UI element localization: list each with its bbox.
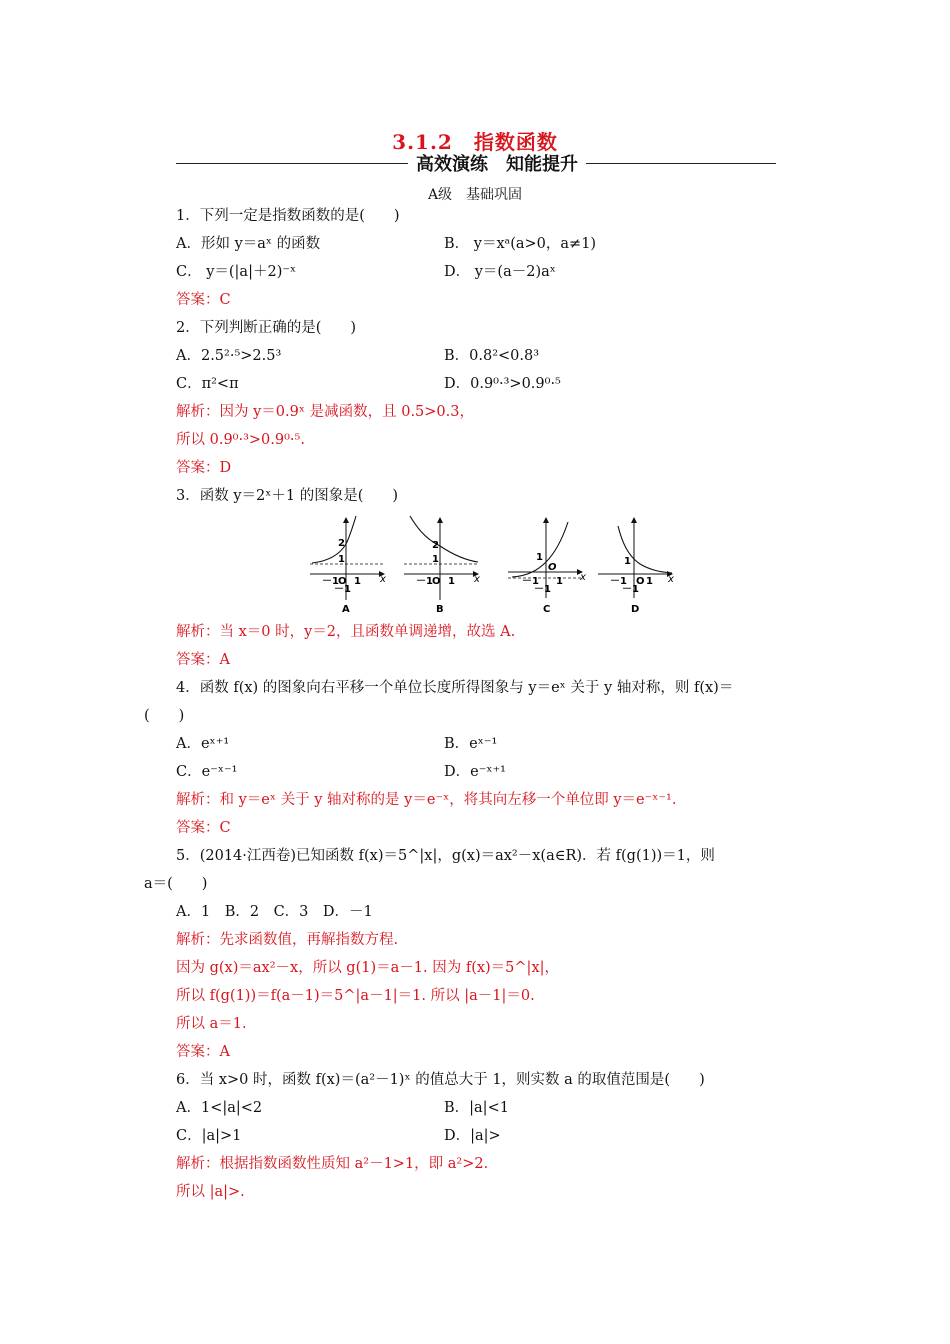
q3-analysis: 解析：当 x＝0 时，y＝2，且函数单调递增，故选 A. — [176, 624, 516, 640]
q6-option-c: C．|a|>1 — [176, 1128, 242, 1144]
q5-analysis-line-2: 因为 g(x)＝ax²－x，所以 g(1)＝a－1. 因为 f(x)＝5^|x|， — [176, 960, 560, 976]
q1-answer: 答案：C — [176, 292, 231, 308]
svg-text:x: x — [668, 574, 674, 585]
q2-answer: 答案：D — [176, 460, 232, 476]
svg-text:x: x — [380, 574, 386, 585]
svg-text:1: 1 — [556, 576, 563, 587]
q5-answer: 答案：A — [176, 1044, 230, 1060]
q4-stem-line-2: ( ) — [144, 708, 185, 724]
svg-text:O: O — [338, 576, 347, 587]
q1-option-c: C． y＝(|a|＋2)⁻ˣ — [176, 264, 297, 280]
q1-option-b: B． y＝xᵃ(a>0，a≠1) — [444, 236, 597, 252]
q5-analysis-line-3: 所以 f(g(1))＝f(a－1)＝5^|a－1|＝1. 所以 |a－1|＝0. — [176, 988, 535, 1004]
right-rule — [586, 163, 776, 164]
subtitle-banner — [176, 150, 776, 176]
q4-analysis: 解析：和 y＝eˣ 关于 y 轴对称的是 y＝e⁻ˣ，将其向左移一个单位即 y＝e⁻ˣ⁻¹. — [176, 792, 677, 808]
page-title: 3.1.2 指数函数 — [392, 130, 558, 154]
svg-text:1: 1 — [646, 576, 653, 587]
q5-analysis-line-1: 解析：先求函数值，再解指数方程. — [176, 932, 399, 948]
q3-stem: 3．函数 y＝2ˣ＋1 的图象是( ) — [176, 488, 399, 504]
q2-analysis-line-1: 解析：因为 y＝0.9ˣ 是减函数，且 0.5>0.3， — [176, 404, 474, 420]
q2-option-a: A．2.5²·⁵>2.5³ — [176, 348, 282, 364]
q3-answer: 答案：A — [176, 652, 230, 668]
graph-a-label: A — [342, 604, 350, 615]
svg-text:O: O — [548, 562, 557, 573]
svg-text:1: 1 — [432, 554, 439, 565]
q6-option-a: A．1<|a|<2 — [176, 1100, 263, 1116]
q4-option-d: D．e⁻ˣ⁺¹ — [444, 764, 506, 780]
q5-analysis-line-4: 所以 a＝1. — [176, 1016, 247, 1032]
q6-option-d: D．|a|> — [444, 1128, 501, 1144]
q6-option-b: B．|a|<1 — [444, 1100, 509, 1116]
graph-c — [508, 518, 586, 615]
svg-text:－1: －1 — [610, 576, 627, 587]
left-rule — [176, 163, 408, 164]
q4-option-c: C．e⁻ˣ⁻¹ — [176, 764, 238, 780]
svg-text:O: O — [432, 576, 441, 587]
q2-option-b: B．0.8²<0.8³ — [444, 348, 540, 364]
level-heading: A级 基础巩固 — [427, 187, 523, 203]
q4-option-b: B．eˣ⁻¹ — [444, 736, 498, 752]
q5-options: A．1 B．2 C．3 D．－1 — [176, 904, 373, 920]
graph-c-label: C — [543, 604, 551, 615]
graph-b-label: B — [436, 604, 444, 615]
q2-option-c: C．π²<π — [176, 376, 239, 392]
svg-text:O: O — [636, 576, 645, 587]
q6-analysis-line-2: 所以 |a|>. — [176, 1184, 245, 1200]
q5-stem-line-1: 5．(2014·江西卷)已知函数 f(x)＝5^|x|，g(x)＝ax²－x(a∈R)．若 f(g(1))＝1，则 — [176, 848, 715, 864]
q1-option-d: D． y＝(a－2)aˣ — [444, 264, 556, 280]
svg-text:2: 2 — [338, 538, 345, 549]
q5-stem-line-2: a＝( ) — [144, 876, 208, 892]
svg-text:x: x — [474, 574, 480, 585]
q4-option-a: A．eˣ⁺¹ — [176, 736, 230, 752]
svg-text:－1: －1 — [416, 576, 433, 587]
q2-analysis-line-2: 所以 0.9⁰·³>0.9⁰·⁵. — [176, 432, 305, 448]
q2-stem: 2．下列判断正确的是( ) — [176, 320, 357, 336]
q4-stem-line-1: 4．函数 f(x) 的图象向右平移一个单位长度所得图象与 y＝eˣ 关于 y 轴对称，则 f(x)＝ — [176, 680, 734, 696]
svg-text:1: 1 — [354, 576, 361, 587]
svg-text:2: 2 — [432, 540, 439, 551]
q4-answer: 答案：C — [176, 820, 231, 836]
q2-option-d: D．0.9⁰·³>0.9⁰·⁵ — [444, 376, 561, 392]
svg-text:1: 1 — [536, 552, 543, 563]
svg-text:1: 1 — [448, 576, 455, 587]
q3-graphs-figure — [300, 512, 680, 616]
svg-text:x: x — [580, 572, 586, 583]
graph-d-label: D — [631, 604, 640, 615]
q6-stem: 6．当 x>0 时，函数 f(x)＝(a²－1)ˣ 的值总大于 1，则实数 a 的取值范围是( ) — [176, 1072, 705, 1088]
svg-text:－1: －1 — [334, 584, 351, 595]
graph-b — [404, 516, 480, 615]
q1-option-a: A．形如 y＝aˣ 的函数 — [176, 236, 321, 252]
graph-a — [310, 516, 386, 615]
subtitle: 高效演练 知能提升 — [416, 154, 578, 175]
q1-stem: 1．下列一定是指数函数的是( ) — [176, 208, 400, 224]
q6-analysis-line-1: 解析：根据指数函数性质知 a²－1>1，即 a²>2. — [176, 1156, 489, 1172]
svg-text:1: 1 — [624, 556, 631, 567]
graph-d — [598, 518, 674, 615]
svg-text:－1: －1 — [622, 584, 639, 595]
svg-text:－1: －1 — [322, 576, 339, 587]
svg-text:－1: －1 — [534, 584, 551, 595]
svg-text:1: 1 — [338, 554, 345, 565]
svg-text:－1: －1 — [522, 576, 539, 587]
